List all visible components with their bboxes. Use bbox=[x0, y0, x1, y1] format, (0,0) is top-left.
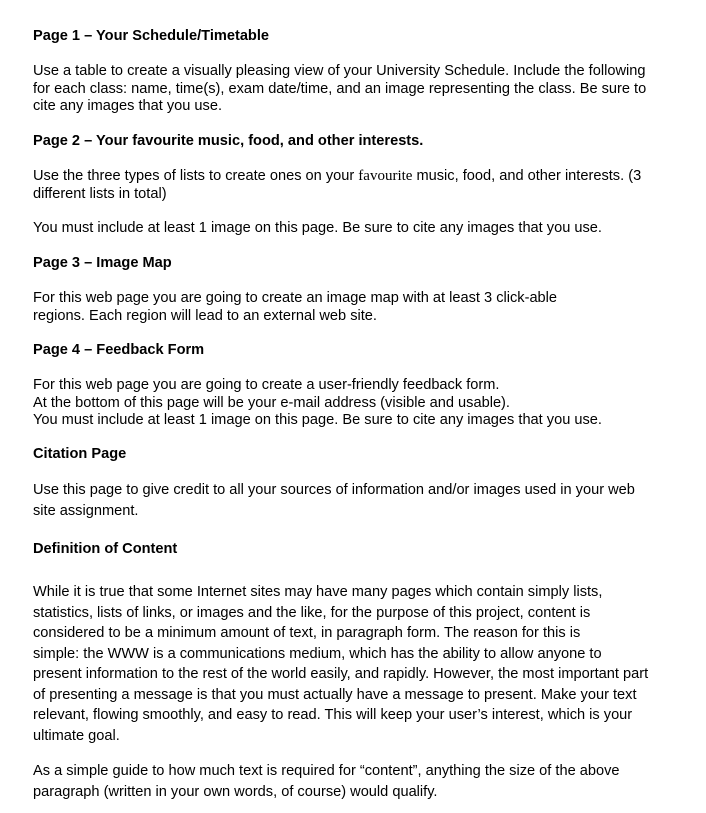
definition-line: relevant, flowing smoothly, and easy to read. This will keep your user’s interest, which is your bbox=[33, 707, 633, 723]
page2-line: different lists in total) bbox=[33, 185, 167, 202]
page1-line: for each class: name, time(s), exam date/time, and an image representing the class. Be sure to bbox=[33, 80, 647, 97]
page1-heading: Page 1 – Your Schedule/Timetable bbox=[33, 28, 270, 44]
guide-line: As a simple guide to how much text is required for “content”, anything the size of the above bbox=[33, 763, 620, 779]
citation-heading: Citation Page bbox=[33, 446, 127, 462]
page2-line-post: music, food, and other interests. (3 bbox=[412, 168, 642, 184]
page3-heading: Page 3 – Image Map bbox=[33, 255, 172, 271]
page1-line: cite any images that you use. bbox=[33, 98, 223, 114]
page3-paragraph bbox=[33, 290, 683, 325]
page4-paragraph bbox=[33, 377, 683, 430]
page4-line: You must include at least 1 image on this page. Be sure to cite any images that you use. bbox=[33, 412, 602, 428]
page4-heading: Page 4 – Feedback Form bbox=[33, 342, 205, 358]
citation-line: site assignment. bbox=[33, 502, 139, 519]
page2-note-line: You must include at least 1 image on this page. Be sure to cite any images that you use. bbox=[33, 220, 602, 236]
page3-line: For this web page you are going to create an image map with at least 3 click-able bbox=[33, 290, 558, 306]
definition-line: While it is true that some Internet sites may have many pages which contain simply lists, bbox=[33, 584, 603, 600]
page2-heading: Page 2 – Your favourite music, food, and other interests. bbox=[33, 133, 424, 149]
page1-line: Use a table to create a visually pleasing view of your University Schedule. Include the following bbox=[33, 63, 646, 79]
page2-line bbox=[33, 168, 683, 186]
definition-line: considered to be a minimum amount of text, in paragraph form. The reason for this is bbox=[33, 625, 581, 641]
definition-line: statistics, lists of links, or images and the like, for the purpose of this project, content is bbox=[33, 604, 591, 621]
definition-heading: Definition of Content bbox=[33, 541, 178, 557]
citation-line: Use this page to give credit to all your sources of information and/or images used in your web bbox=[33, 482, 635, 498]
page3-line: regions. Each region will lead to an external web site. bbox=[33, 307, 377, 324]
citation-paragraph bbox=[33, 480, 683, 521]
definition-line: of presenting a message is that you must actually have a message to present. Make your text bbox=[33, 686, 637, 703]
page2-line-pre: Use the three types of lists to create ones on your bbox=[33, 168, 359, 184]
page2-line-word: favourite bbox=[358, 168, 413, 184]
content-guide-paragraph bbox=[33, 761, 683, 802]
definition-line: present information to the rest of the world easily, and rapidly. However, the most important part bbox=[33, 666, 649, 682]
definition-line: simple: the WWW is a communications medium, which has the ability to allow anyone to bbox=[33, 645, 602, 662]
page2-paragraph bbox=[33, 168, 683, 203]
page4-line: At the bottom of this page will be your e-mail address (visible and usable). bbox=[33, 394, 510, 411]
definition-line: ultimate goal. bbox=[33, 727, 120, 744]
page1-paragraph bbox=[33, 63, 683, 116]
page4-line: For this web page you are going to create a user-friendly feedback form. bbox=[33, 377, 500, 393]
guide-line: paragraph (written in your own words, of course) would qualify. bbox=[33, 783, 438, 800]
page2-image-note bbox=[33, 220, 683, 238]
definition-paragraph bbox=[33, 582, 683, 746]
